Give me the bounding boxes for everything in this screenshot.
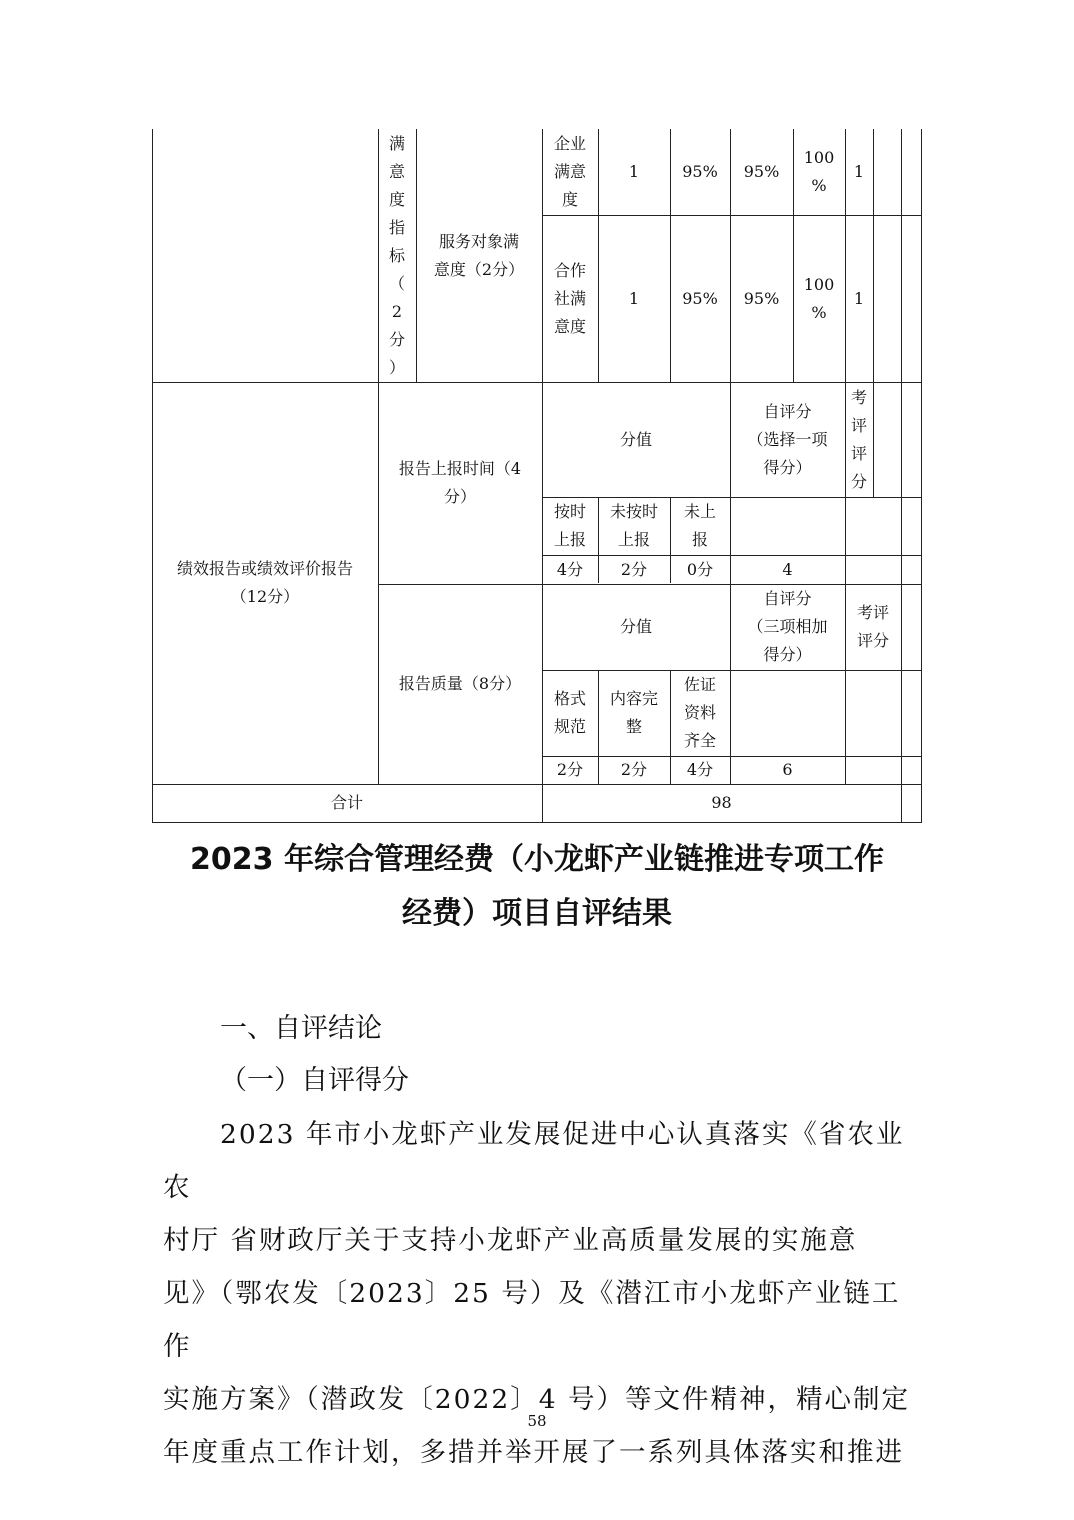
table-cell: 95% bbox=[682, 162, 718, 181]
table-cell: 100 % bbox=[803, 148, 835, 195]
paragraph-line: 年度重点工作计划，多措并举开展了一系列具体落实和推进 bbox=[163, 1437, 904, 1468]
table-cell: 1 bbox=[853, 162, 865, 181]
report-quality-label: 报告质量（8分） bbox=[398, 674, 522, 693]
subsection-heading: （一）自评得分 bbox=[220, 1065, 409, 1096]
evaluation-table bbox=[152, 129, 922, 823]
table-rule bbox=[152, 822, 922, 823]
table-cell: 合作 社满 意度 bbox=[553, 260, 586, 336]
self-score-header: 自评分 （三项相加 得分） bbox=[747, 589, 828, 664]
service-satisfaction-label: 服务对象满 意度（2分） bbox=[433, 231, 525, 279]
total-value: 98 bbox=[711, 793, 732, 812]
self-score-value: 4 bbox=[782, 559, 793, 579]
exam-score-header: 考评 评分 bbox=[856, 603, 889, 650]
table-cell: 1 bbox=[853, 288, 865, 308]
table-cell: 格式 规范 bbox=[553, 689, 586, 736]
section-heading: 一、自评结论 bbox=[220, 1013, 382, 1044]
total-label: 合计 bbox=[330, 793, 363, 812]
self-score-value: 6 bbox=[782, 760, 793, 779]
table-cell: 2分 bbox=[620, 760, 648, 779]
table-cell: 4分 bbox=[686, 760, 714, 779]
table-cell: 未上 报 bbox=[683, 502, 716, 549]
table-cell: 4分 bbox=[556, 559, 584, 579]
table-cell: 按时 上报 bbox=[553, 502, 586, 549]
table-cell: 95% bbox=[682, 288, 718, 308]
table-rule bbox=[921, 129, 922, 823]
value-header: 分值 bbox=[619, 617, 652, 636]
table-rule bbox=[873, 129, 874, 497]
table-cell: 95% bbox=[743, 162, 780, 181]
report-category-label: 绩效报告或绩效评价报告 （12分） bbox=[176, 559, 353, 606]
page-number: 58 bbox=[527, 1412, 547, 1430]
table-rule bbox=[901, 129, 902, 823]
table-cell: 95% bbox=[743, 288, 780, 308]
table-cell: 100 % bbox=[803, 274, 835, 322]
paragraph-line: 见》（鄂农发〔2023〕25 号）及《潜江市小龙虾产业链工作 bbox=[163, 1278, 901, 1362]
table-cell: 1 bbox=[628, 288, 640, 308]
paragraph-line: 村厅 省财政厅关于支持小龙虾产业高质量发展的实施意 bbox=[163, 1225, 858, 1256]
table-cell: 2分 bbox=[556, 760, 584, 779]
table-cell: 佐证 资料 齐全 bbox=[683, 675, 716, 750]
value-header: 分值 bbox=[619, 429, 652, 449]
table-cell: 内容完 整 bbox=[609, 689, 658, 736]
exam-score-header: 考 评 评 分 bbox=[850, 387, 867, 491]
satisfaction-indicator-label: 满 意 度 指 标 （ 2 分 ） bbox=[388, 133, 405, 377]
paragraph-line: 2023 年市小龙虾产业发展促进中心认真落实《省农业农 bbox=[163, 1119, 905, 1203]
self-score-header: 自评分 （选择一项 得分） bbox=[747, 401, 828, 477]
table-cell: 2分 bbox=[620, 559, 648, 579]
table-cell: 1 bbox=[628, 162, 640, 181]
table-cell: 0分 bbox=[686, 559, 714, 579]
table-cell: 未按时 上报 bbox=[609, 502, 658, 549]
page-title-line2: 经费）项目自评结果 bbox=[402, 896, 672, 931]
report-time-label: 报告上报时间（4 分） bbox=[398, 459, 522, 506]
paragraph-line: 实施方案》（潜政发〔2022〕4 号）等文件精神，精心制定 bbox=[163, 1384, 910, 1415]
table-cell: 企业 满意 度 bbox=[553, 134, 586, 209]
page-title-line1: 2023 年综合管理经费（小龙虾产业链推进专项工作 bbox=[190, 842, 884, 877]
